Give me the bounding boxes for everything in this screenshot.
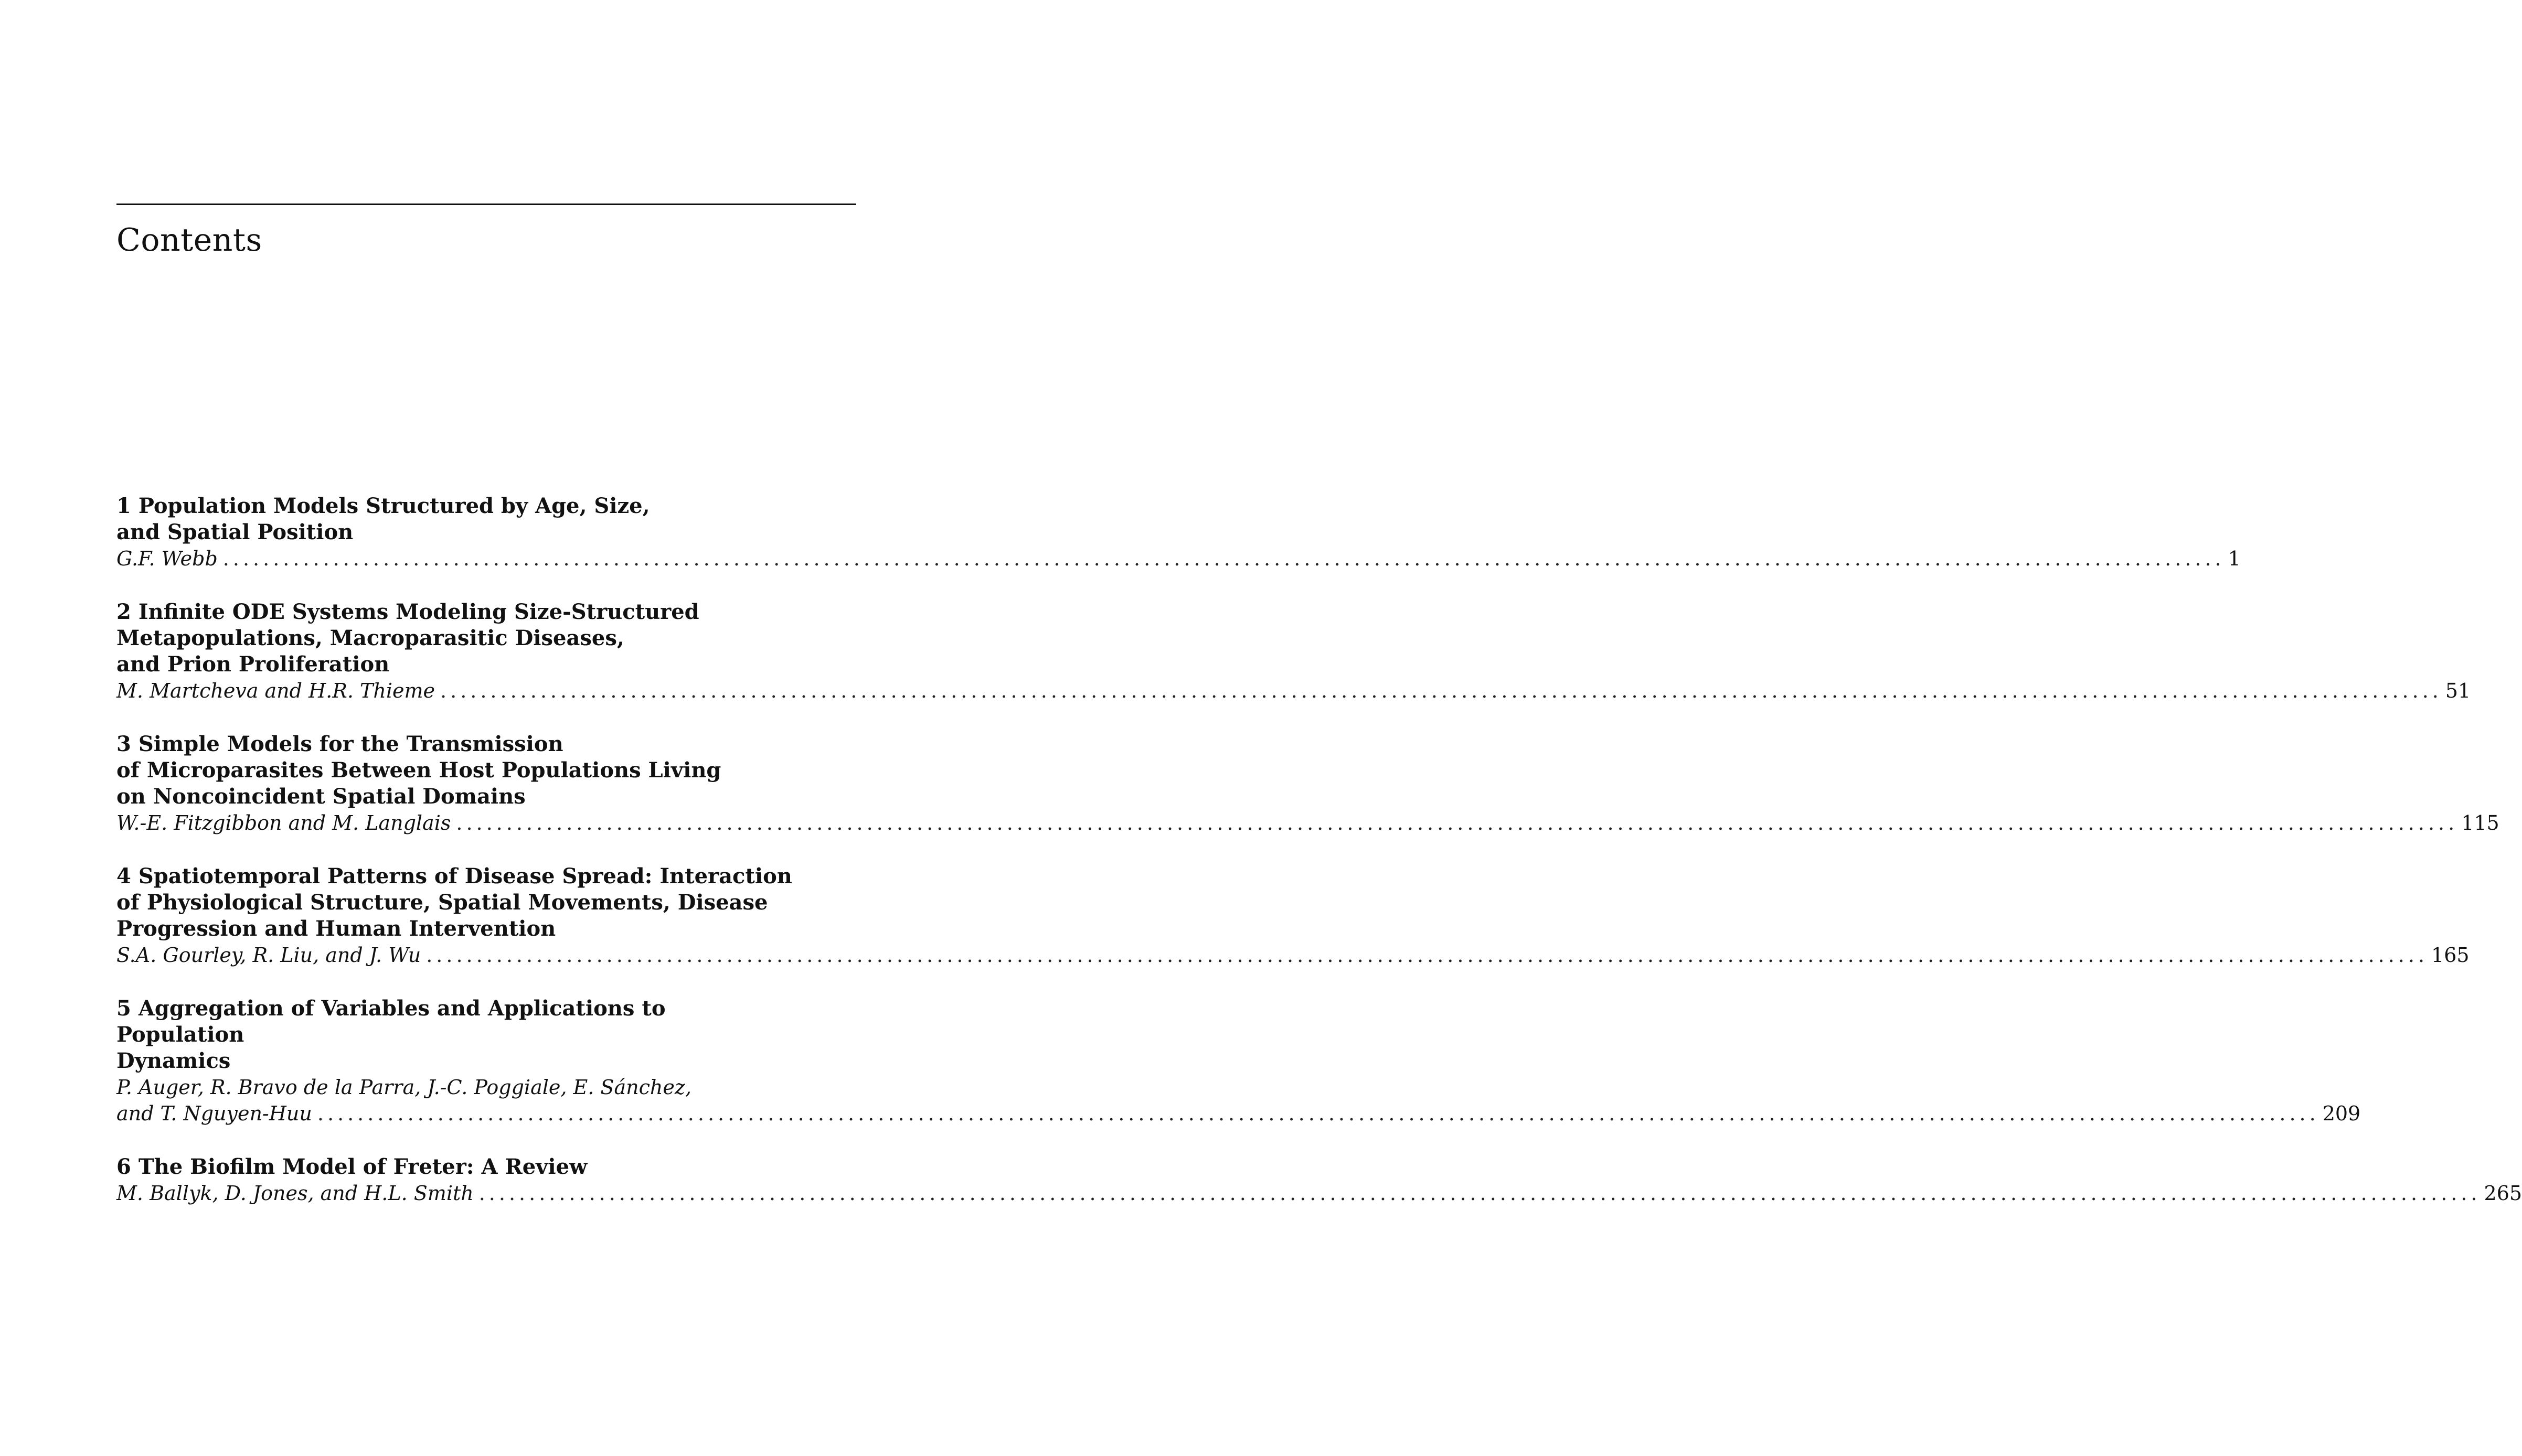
chapter-title-text: Aggregation of Variables and Applications to Population <box>116 996 666 1047</box>
dot-leader: ........................................................................................................................................................................................................ <box>440 679 2442 702</box>
dot-leader: ........................................................................................................................................................................................................ <box>478 1182 2481 1205</box>
chapter-title-line <box>116 916 799 942</box>
author-page-row <box>116 545 2241 572</box>
toc-entry[interactable] <box>116 995 2361 1127</box>
dot-leader: ........................................................................................................................................................................................................ <box>426 944 2429 967</box>
chapter-authors: M. Martcheva and H.R. Thieme <box>116 679 435 702</box>
chapter-authors: G.F. Webb <box>116 547 218 570</box>
dot-leader: ........................................................................................................................................................................................................ <box>456 811 2459 834</box>
toc-entry[interactable] <box>116 1154 2522 1206</box>
dot-leader: ........................................................................................................................................................................................................ <box>317 1102 2319 1125</box>
author-page-row <box>116 942 2470 968</box>
toc-entry[interactable] <box>116 863 2470 968</box>
author-page-row <box>116 678 2471 704</box>
chapter-title-text: Progression and Human Intervention <box>116 916 556 941</box>
top-rule <box>116 204 856 205</box>
chapter-title-line <box>116 1154 799 1180</box>
chapter-title-text: Simple Models for the Transmission <box>138 732 563 756</box>
chapter-authors-line: P. Auger, R. Bravo de la Parra, J.-C. Poggiale, E. Sánchez, <box>116 1076 691 1099</box>
toc-entry[interactable] <box>116 493 2241 572</box>
chapter-number: 1 <box>116 494 131 518</box>
dot-leader: ........................................................................................................................................................................................................ <box>222 547 2225 570</box>
chapter-title-text: on Noncoincident Spatial Domains <box>116 784 526 809</box>
page-number[interactable]: 209 <box>2322 1102 2361 1125</box>
chapter-title-text: Infinite ODE Systems Modeling Size-Structured <box>138 599 699 624</box>
chapter-title-text: of Physiological Structure, Spatial Movements, Disease <box>116 890 768 915</box>
chapter-number: 5 <box>116 996 131 1021</box>
chapter-title-line <box>116 757 799 784</box>
page-number[interactable]: 1 <box>2228 547 2241 570</box>
author-page-row <box>116 1100 2361 1127</box>
page-title: Contents <box>116 222 262 259</box>
chapter-title-line <box>116 995 799 1048</box>
page-number[interactable]: 115 <box>2461 811 2499 834</box>
table-of-contents <box>116 493 2522 1234</box>
chapter-number: 6 <box>116 1154 131 1179</box>
chapter-title-text: Dynamics <box>116 1048 231 1073</box>
chapter-title-line <box>116 731 799 757</box>
chapter-title-line <box>116 625 799 651</box>
chapter-title-text: Population Models Structured by Age, Size, <box>138 494 650 518</box>
chapter-authors: S.A. Gourley, R. Liu, and J. Wu <box>116 944 421 967</box>
chapter-authors: M. Ballyk, D. Jones, and H.L. Smith <box>116 1182 474 1205</box>
chapter-title-line <box>116 651 799 678</box>
page-number[interactable]: 265 <box>2484 1182 2522 1205</box>
toc-entry[interactable] <box>116 599 2471 704</box>
chapter-title-line <box>116 890 799 916</box>
chapter-title-line <box>116 863 799 890</box>
chapter-title-line <box>116 519 799 545</box>
chapter-number: 4 <box>116 864 131 888</box>
chapter-authors: W.-E. Fitzgibbon and M. Langlais <box>116 811 451 834</box>
chapter-title-line <box>116 784 799 810</box>
chapter-authors: and T. Nguyen-Huu <box>116 1102 312 1125</box>
author-page-row <box>116 810 2499 836</box>
toc-entry[interactable] <box>116 731 2499 836</box>
chapter-title-text: of Microparasites Between Host Populations Living <box>116 758 721 783</box>
chapter-title-text: and Prion Proliferation <box>116 652 390 677</box>
chapter-title-line <box>116 599 799 625</box>
page-number[interactable]: 165 <box>2431 944 2470 967</box>
chapter-title-line <box>116 1048 799 1074</box>
chapter-title-text: The Biofilm Model of Freter: A Review <box>138 1154 588 1179</box>
chapter-title-text: and Spatial Position <box>116 520 354 544</box>
author-page-row <box>116 1180 2522 1206</box>
chapter-title-text: Spatiotemporal Patterns of Disease Spread: Interaction <box>138 864 792 888</box>
chapter-number: 2 <box>116 599 131 624</box>
chapter-title-text: Metapopulations, Macroparasitic Diseases, <box>116 626 624 650</box>
page-number[interactable]: 51 <box>2445 679 2471 702</box>
contents-page <box>116 0 2522 1456</box>
chapter-title-line <box>116 493 799 519</box>
chapter-number: 3 <box>116 732 131 756</box>
